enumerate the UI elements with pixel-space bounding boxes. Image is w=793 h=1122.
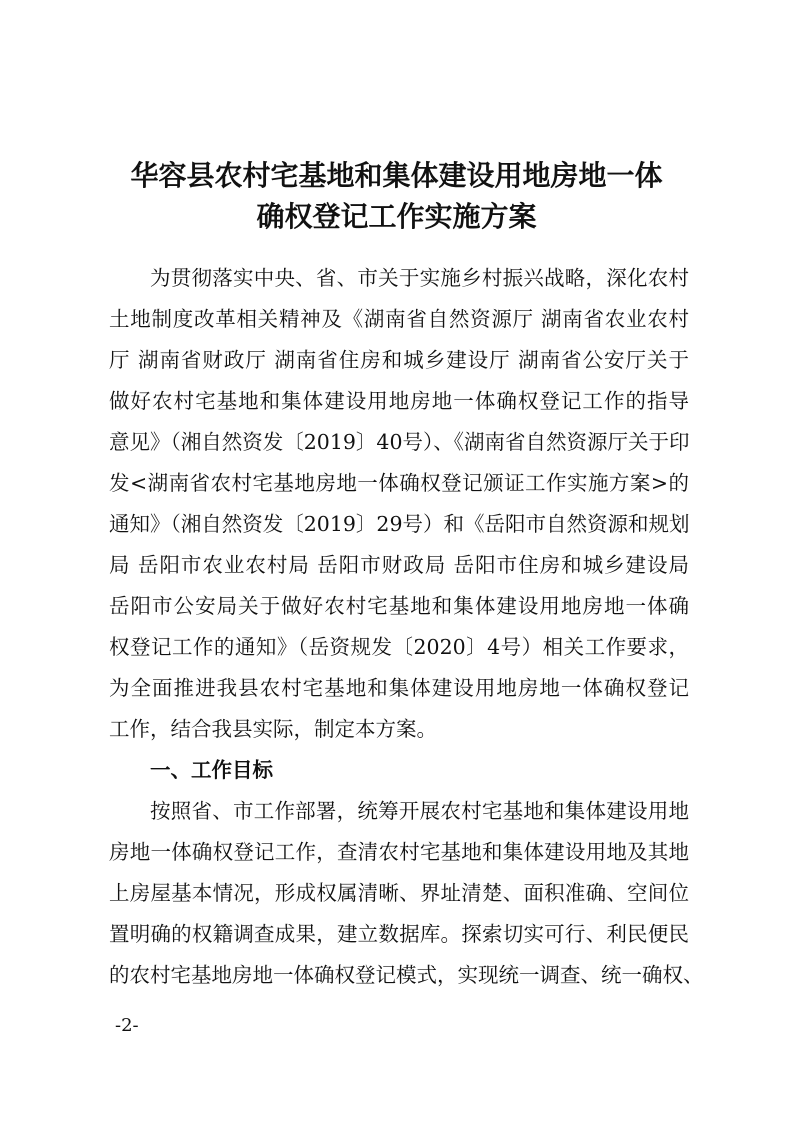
document-body <box>109 258 704 996</box>
paragraph-line: 发<湖南省农村宅基地房地一体确权登记颁证工作实施方案>的 <box>109 471 689 495</box>
paragraph-line: 局 岳阳市农业农村局 岳阳市财政局 岳阳市住房和城乡建设局 <box>109 553 689 577</box>
paragraph-line: 岳阳市公安局关于做好农村宅基地和集体建设用地房地一体确 <box>109 594 689 618</box>
document-title-line-2: 确权登记工作实施方案 <box>256 200 537 233</box>
paragraph-line: 厅 湖南省财政厅 湖南省住房和城乡建设厅 湖南省公安厅关于 <box>109 348 689 372</box>
page-number: -2- <box>115 1015 139 1036</box>
paragraph-line: 做好农村宅基地和集体建设用地房地一体确权登记工作的指导 <box>109 389 689 413</box>
paragraph-2 <box>109 791 704 996</box>
paragraph-line: 房地一体确权登记工作，查清农村宅基地和集体建设用地及其地 <box>109 840 689 864</box>
paragraph-line: 意见》（湘自然资发〔2019〕40号）、《湖南省自然资源厅关于印 <box>109 430 690 454</box>
section-heading-work-goals: 一、工作目标 <box>150 758 273 782</box>
paragraph-line: 置明确的权籍调查成果，建立数据库。探索切实可行、利民便民 <box>109 922 689 946</box>
paragraph-line: 权登记工作的通知》（岳资规发〔2020〕4号）相关工作要求， <box>109 635 689 659</box>
paragraph-line: 按照省、市工作部署，统筹开展农村宅基地和集体建设用地 <box>150 799 689 823</box>
document-title-line-1: 华容县农村宅基地和集体建设用地房地一体 <box>130 159 663 192</box>
paragraph-line: 土地制度改革相关精神及《湖南省自然资源厅 湖南省农业农村 <box>109 307 689 331</box>
paragraph-line: 通知》（湘自然资发〔2019〕29号）和《岳阳市自然资源和规划 <box>109 512 690 536</box>
paragraph-line: 的农村宅基地房地一体确权登记模式，实现统一调查、统一确权、 <box>109 963 704 987</box>
paragraph-line: 为贯彻落实中央、省、市关于实施乡村振兴战略，深化农村 <box>150 266 689 290</box>
paragraph-1 <box>109 258 689 750</box>
paragraph-line: 工作，结合我县实际，制定本方案。 <box>109 717 437 741</box>
paragraph-line: 上房屋基本情况，形成权属清晰、界址清楚、面积准确、空间位 <box>109 881 689 905</box>
paragraph-line: 为全面推进我县农村宅基地和集体建设用地房地一体确权登记 <box>109 676 689 700</box>
